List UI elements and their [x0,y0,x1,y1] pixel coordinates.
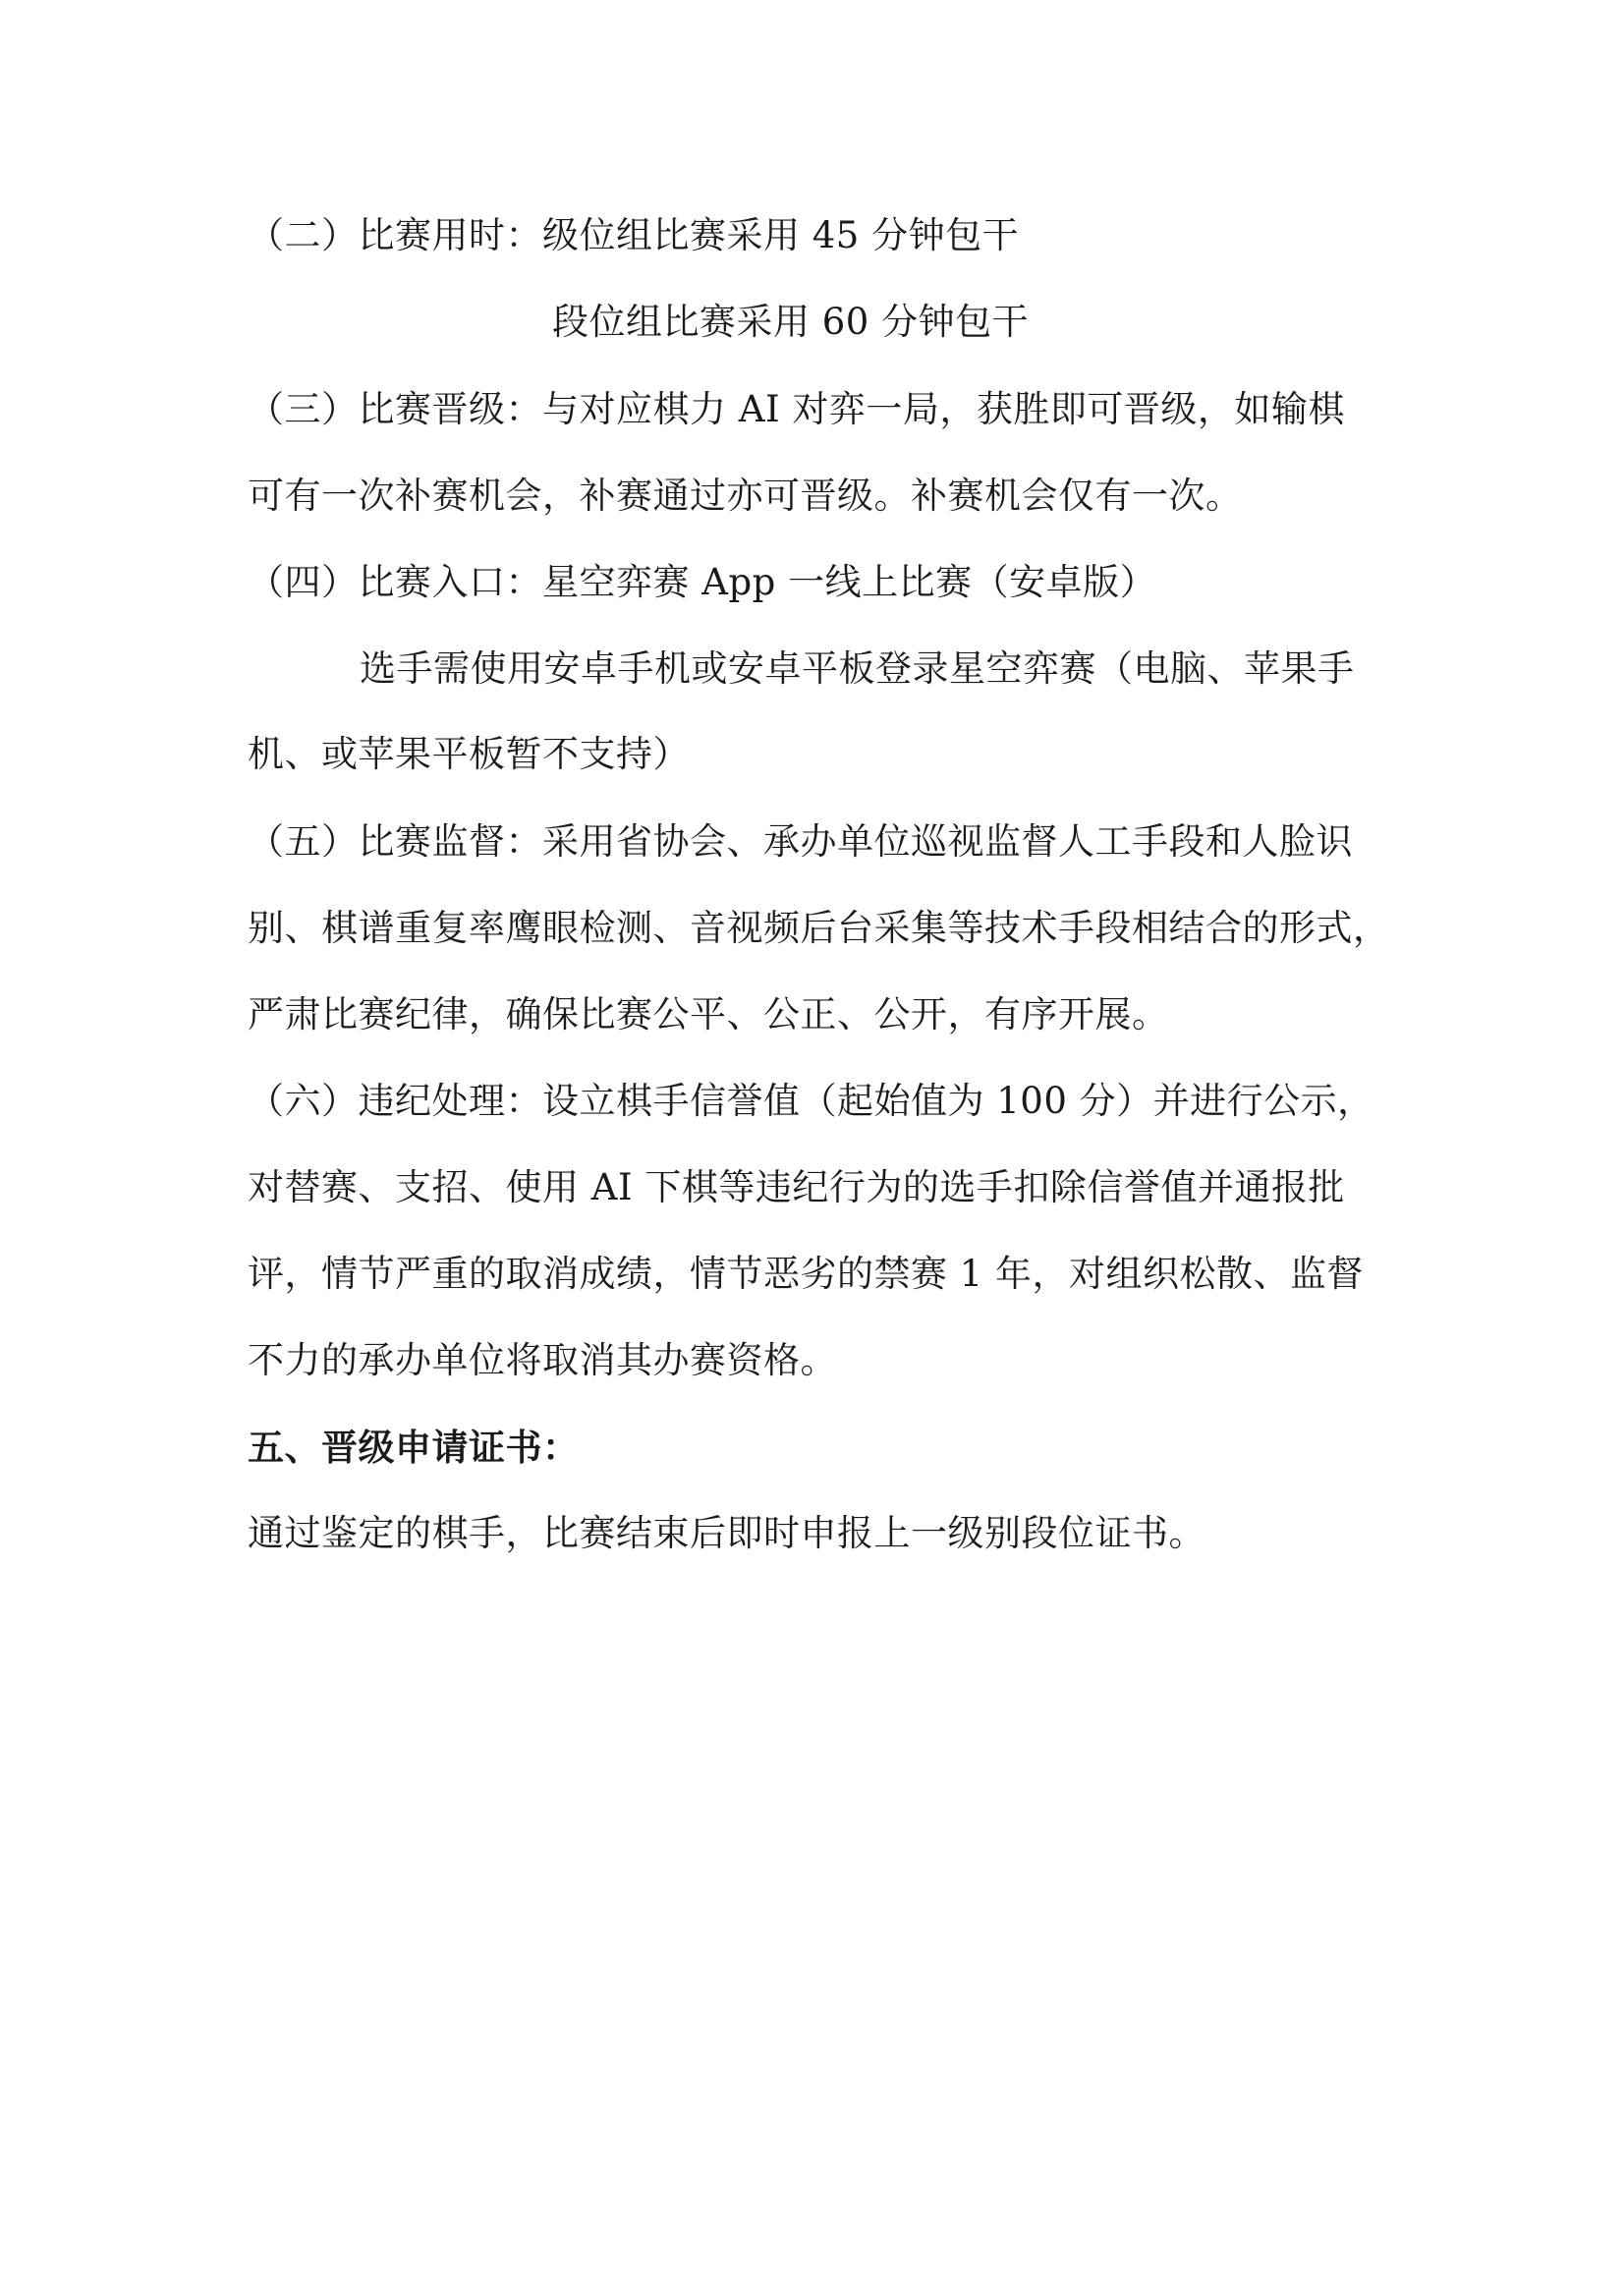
clause-6-discipline-cont-3: 不力的承办单位将取消其办赛资格。 [248,1339,837,1381]
clause-6-discipline-cont-1: 对替赛、支招、使用 AI 下棋等违纪行为的选手扣除信誉值并通报批 [248,1166,1345,1208]
clause-4-entry-note: 选手需使用安卓手机或安卓平板登录星空弈赛（电脑、苹果手 [360,647,1355,690]
clause-6-discipline: （六）违纪处理：设立棋手信誉值（起始值为 100 分）并进行公示， [248,1080,1374,1122]
section-5-body: 通过鉴定的棋手，比赛结束后即时申报上一级别段位证书。 [248,1512,1205,1554]
clause-6-discipline-cont-2: 评，情节严重的取消成绩，情节恶劣的禁赛 1 年，对组织松散、监督 [248,1253,1365,1295]
clause-3-promotion: （三）比赛晋级：与对应棋力 AI 对弈一局，获胜即可晋级，如输棋 [248,388,1345,430]
clause-5-supervision: （五）比赛监督：采用省协会、承办单位巡视监督人工手段和人脸识 [248,820,1353,863]
clause-4-entry: （四）比赛入口：星空弈赛 App 一线上比赛（安卓版） [248,561,1157,603]
clause-5-supervision-cont-2: 严肃比赛纪律，确保比赛公平、公正、公开，有序开展。 [248,993,1169,1036]
clause-2-time: （二）比赛用时：级位组比赛采用 45 分钟包干 [248,214,1020,256]
clause-4-entry-note-cont: 机、或苹果平板暂不支持） [248,733,690,775]
clause-3-promotion-cont: 可有一次补赛机会，补赛通过亦可晋级。补赛机会仅有一次。 [248,475,1243,517]
section-5-heading: 五、晋级申请证书： [248,1426,580,1469]
clause-5-supervision-cont-1: 别、棋谱重复率鹰眼检测、音视频后台采集等技术手段相结合的形式， [248,907,1390,949]
clause-2-time-dan: 段位组比赛采用 60 分钟包干 [552,301,1030,343]
